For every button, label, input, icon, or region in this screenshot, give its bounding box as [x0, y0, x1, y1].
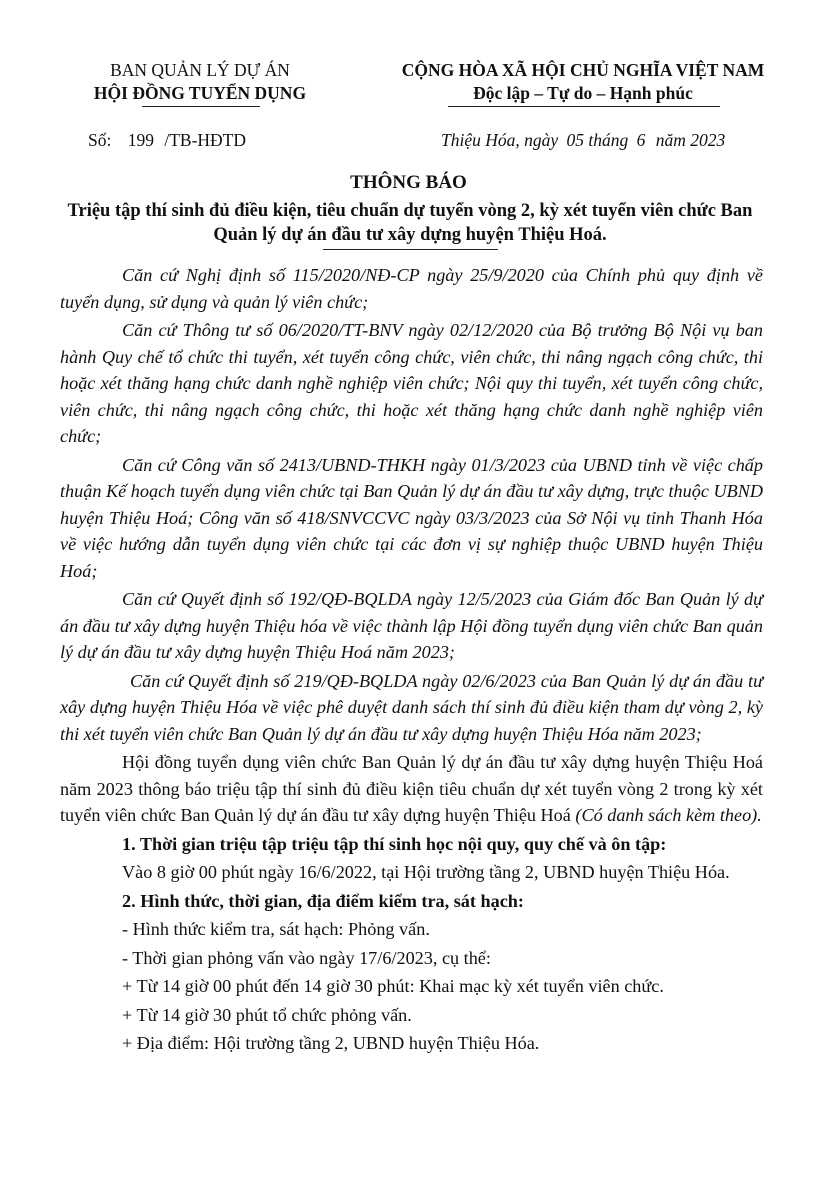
document-body [60, 262, 763, 1059]
so-suffix: /TB-HĐTD [164, 130, 247, 150]
section-1-heading: 1. Thời gian triệu tập triệu tập thí sinh học nội quy, quy chế và ôn tập: [122, 833, 667, 854]
paragraph-legal-basis-3: Căn cứ Công văn số 2413/UBND-THKH ngày 01/3/2023 của UBND tỉnh về việc chấp thuận Kế hoạch tuyển dụng viên chức tại Ban Quản lý dự án đầu tư xây dựng, trực thuộc UBND huyện Thiệu Hoá; Công văn số 418/SNVCCVC ngày 03/3/2023 của Sở Nội vụ tỉnh Thanh Hóa về việc hướng dẫn tuyển dụng viên chức tại các đơn vị sự nghiệp thuộc UBND huyện Thiệu Hoá; [60, 454, 763, 581]
paragraph-legal-basis-1: Căn cứ Nghị định số 115/2020/NĐ-CP ngày 25/9/2020 của Chính phủ quy định về tuyển dụng, sử dụng và quản lý viên chức; [60, 265, 763, 312]
motto: Độc lập – Tự do – Hạnh phúc [473, 83, 693, 103]
document-subtitle: Triệu tập thí sinh đủ điều kiện, tiêu chuẩn dự tuyển vòng 2, kỳ xét tuyển viên chức Ban Quản lý dự án đầu tư xây dựng huyện Thiệu Hoá. [67, 201, 753, 245]
date-month: 6 [636, 130, 646, 150]
agency-line-1: BAN QUẢN LÝ DỰ ÁN [110, 60, 290, 80]
section-2-heading: 2. Hình thức, thời gian, địa điểm kiểm tra, sát hạch: [122, 890, 524, 911]
agency-underline [142, 106, 260, 107]
issuing-agency [60, 59, 340, 105]
agency-line-2: HỘI ĐỒNG TUYỂN DỤNG [93, 83, 307, 103]
paragraph-legal-basis-5: Căn cứ Quyết định số 219/QĐ-BQLDA ngày 02/6/2023 của Ban Quản lý dự án đầu tư xây dựng huyện Thiệu Hóa về việc phê duyệt danh sách thí sinh đủ điều kiện tham dự vòng 2, kỳ thi xét tuyển viên chức Ban Quản lý dự án đầu tư xây dựng huyện Thiệu Hóa năm 2023; [60, 670, 763, 744]
year-label: năm 2023 [655, 130, 726, 150]
motto-underline [448, 106, 720, 107]
document-number [88, 130, 246, 151]
subtitle-underline [323, 249, 498, 250]
paragraph-legal-basis-4: Căn cứ Quyết định số 192/QĐ-BQLDA ngày 12/5/2023 của Giám đốc Ban Quản lý dự án đầu tư xây dựng huyện Thiệu hóa về việc thành lập Hội đồng tuyển dụng viên chức Ban quản lý dự án đầu tư xây dựng huyện Thiệu Hoá năm 2023; [60, 589, 763, 662]
place-date [441, 130, 725, 151]
section-2-item-4: + Từ 14 giờ 30 phút tổ chức phỏng vấn. [122, 1004, 412, 1025]
month-label: tháng [588, 130, 629, 150]
country-name: CỘNG HÒA XÃ HỘI CHỦ NGHĨA VIỆT NAM [401, 60, 765, 80]
paragraph-announcement [60, 749, 763, 829]
section-2-item-1: - Hình thức kiểm tra, sát hạch: Phỏng vấn. [122, 919, 430, 939]
place-prefix: Thiệu Hóa, ngày [441, 130, 559, 150]
so-number: 199 [127, 130, 154, 150]
section-1-text: Vào 8 giờ 00 phút ngày 16/6/2022, tại Hội trường tầng 2, UBND huyện Thiệu Hóa. [122, 862, 730, 882]
date-day: 05 [566, 130, 585, 150]
section-2-item-2: - Thời gian phỏng vấn vào ngày 17/6/2023, cụ thể: [122, 947, 491, 968]
announcement-text: Hội đồng tuyển dụng viên chức Ban Quản lý dự án đầu tư xây dựng huyện Thiệu Hoá năm 2023 thông báo triệu tập thí sinh đủ điều kiện tiêu chuẩn dự xét tuyển vòng 2 trong kỳ xét tuyển viên chức Ban Quản lý dự án đầu tư xây dựng huyện Thiệu Hoá [60, 752, 763, 825]
section-2-item-5: + Địa điểm: Hội trường tầng 2, UBND huyện Thiệu Hóa. [122, 1033, 540, 1053]
announcement-attachment-note: (Có danh sách kèm theo). [575, 805, 762, 825]
paragraph-legal-basis-2: Căn cứ Thông tư số 06/2020/TT-BNV ngày 02/12/2020 của Bộ trưởng Bộ Nội vụ ban hành Quy chế tổ chức thi tuyển, xét tuyển công chức, viên chức, thi nâng ngạch công chức, thi hoặc xét thăng hạng chức danh nghề nghiệp viên chức; Nội quy thi tuyển, xét tuyển công chức, viên chức, thi nâng ngạch công chức, thi hoặc xét thăng hạng chức danh nghề nghiệp viên chức; [60, 320, 763, 446]
section-2-item-3: + Từ 14 giờ 00 phút đến 14 giờ 30 phút: Khai mạc kỳ xét tuyển viên chức. [122, 976, 664, 996]
national-motto [368, 59, 798, 105]
so-label: Số: [88, 130, 112, 150]
document-title: THÔNG BÁO [350, 172, 467, 193]
